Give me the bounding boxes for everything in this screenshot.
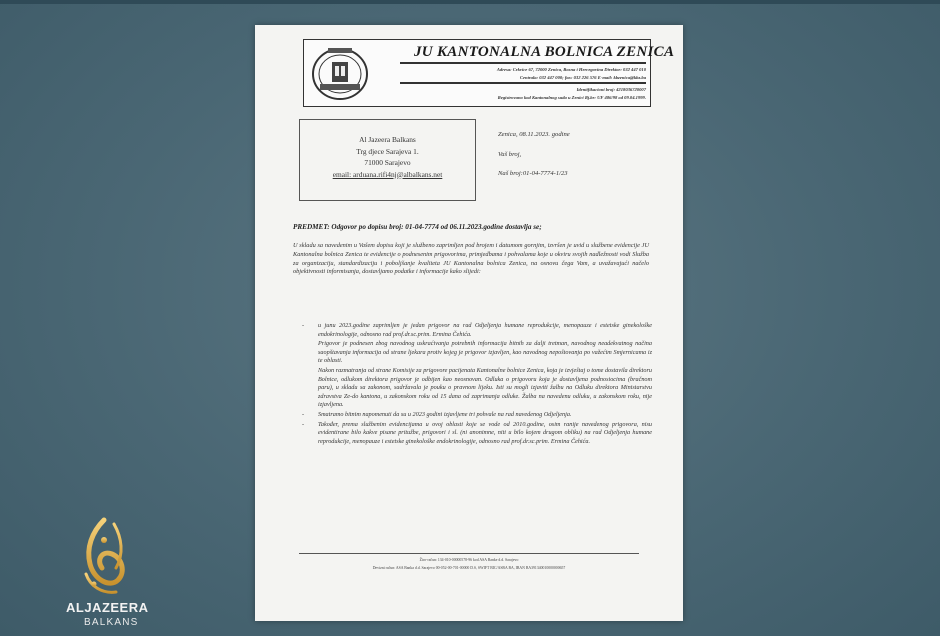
aljazeera-logo-icon	[64, 514, 144, 604]
channel-name: ALJAZEERA	[66, 600, 149, 615]
letterhead-divider	[400, 82, 646, 84]
footer-foreign-account: Devizni račun: ASA Banka d.d. Sarajevo 00-052-00-701-00000 D.S, SWIFT BIC/ASBA BA, IBAN BA391340010000000657	[372, 566, 566, 570]
our-reference: Naš broj:01-04-7774-1/23	[498, 170, 568, 177]
recipient-email: email: arduana.rifi4nj@albalkans.net	[332, 169, 443, 179]
channel-region: BALKANS	[84, 617, 139, 628]
list-item: - Također, prema službenim evidencijama u ovoj oblasti koje se vode od 2010.godine, osim ranije navedenog prigovora, nisu evidentirane bilo kakve pisane pritužbe, prigovori i sl. (ni anonimne, niti u bilo kojem drugom obliku) na rad Odjeljenja humane reprodukcije, menopauze i estetske ginekološke endokrinologije, odnosno rad prof.dr.sc.prim. Ermina Čehića.	[302, 420, 652, 445]
recipient-street: Trg djece Sarajeva 1.	[356, 146, 419, 156]
list-item: - u junu 2023.godine zaprimljen je jedan prigovor na rad Odjeljenja humane reprodukcije, menopauze i estetske ginekološke endokrinologije, odnosno rad prof.dr.sc.prim. Ermina Čehića.	[302, 322, 652, 338]
intro-paragraph: U skladu sa navedenim u Vašem dopisu koji je službeno zaprimljen pod brojem i datumom gornjim, izvršen je uvid u službene evidencije JU Kantonalna bolnica Zenica te evidencije o podnesenim prigovorima, primjedbama i pohvalama koje u okviru svojih nadležnosti vodi Služba za organizaciju, standardizaciju i poboljšanje kvaliteta JU Kantonalna bolnica Zenica, na osnovu čega Vam, a uvažavajući načelo objektivnosti informisanja, dostavljamo podatke i informacije kako slijedi:	[293, 242, 649, 276]
letter-subject: PREDMET: Odgovor po dopisu broj: 01-04-7774 od 06.11.2023.godine dostavlja se;	[293, 223, 542, 231]
list-item: Nakon razmatranja od strane Komisije za prigovore pacijenata Kantonalne bolnice Zenica, koja je izvještaj o tome dostavila direktoru Bolnice, odlukom direktora prigovor je odbijen kao neosnovan. Odluka o prigovoru koja je dostavljena podnosiocima (bračnom paru), u skladu sa zakonom, sadržavala je pouku o pravnom lijeku. Isti su mogli izjaviti žalbu na Odluku direktora Ministarstvu zdravstva Ze-do kantona, u zakonskom roku od 15 dana od zaprimanja odluke. Žalba na navedenu odluku, u zakonskom roku, nije izjavljena.	[318, 366, 652, 409]
list-item: Prigovor je podnesen zbog navodnog uskraćivanja potrebnih informacija bitnih za dalji tretman, navodnog neadekvatnog načina saopštavanja informacija od strane ljekara protiv kojeg je prigovor izjavljen, kao navodnog nepoštovanja po važećim Smjernicama iz te oblasti.	[318, 340, 652, 365]
letter-date: Zenica, 08.11.2023. godine	[498, 131, 570, 138]
list-item: - Smatramo bitnim napomenuti da su u 2023 godini izjavljene tri pohvale na rad navedenog Odjeljenja.	[302, 410, 572, 418]
letterhead-registry: Registrovano kod Kantonalnog suda u Zenici Rj.br: UF 486/98 od 09.04.1999.	[497, 95, 646, 100]
letterhead-divider	[400, 62, 646, 64]
your-reference: Vaš broj,	[498, 151, 522, 158]
findings-list	[302, 322, 652, 447]
recipient-address-box	[299, 119, 476, 201]
letterhead	[303, 39, 675, 107]
hospital-name: JU KANTONALNA BOLNICA ZENICA	[414, 44, 675, 60]
recipient-name: Al Jazeera Balkans	[359, 135, 416, 144]
letterhead-address: Adresa: Crkvice 67, 72000 Zenica, Bosna i Hercegovina Direktor: 032 447 010	[496, 67, 646, 72]
recipient-city: 71000 Sarajevo	[364, 158, 411, 167]
letterhead-id: Identifikacioni broj: 4218036720007	[576, 87, 646, 92]
document-page	[255, 25, 683, 621]
footer-divider	[299, 553, 639, 554]
footer-bank-account: Žiro-račun: 134-010-00000578-96 kod ASA Banke d.d. Sarajevo	[419, 558, 519, 562]
top-frame-edge	[0, 0, 940, 4]
letterhead-contact: Centrala: 032 447 000; fax: 032 226 576 E-mail: kbzenica@kbz.ba	[519, 75, 646, 80]
hospital-logo	[310, 44, 376, 102]
